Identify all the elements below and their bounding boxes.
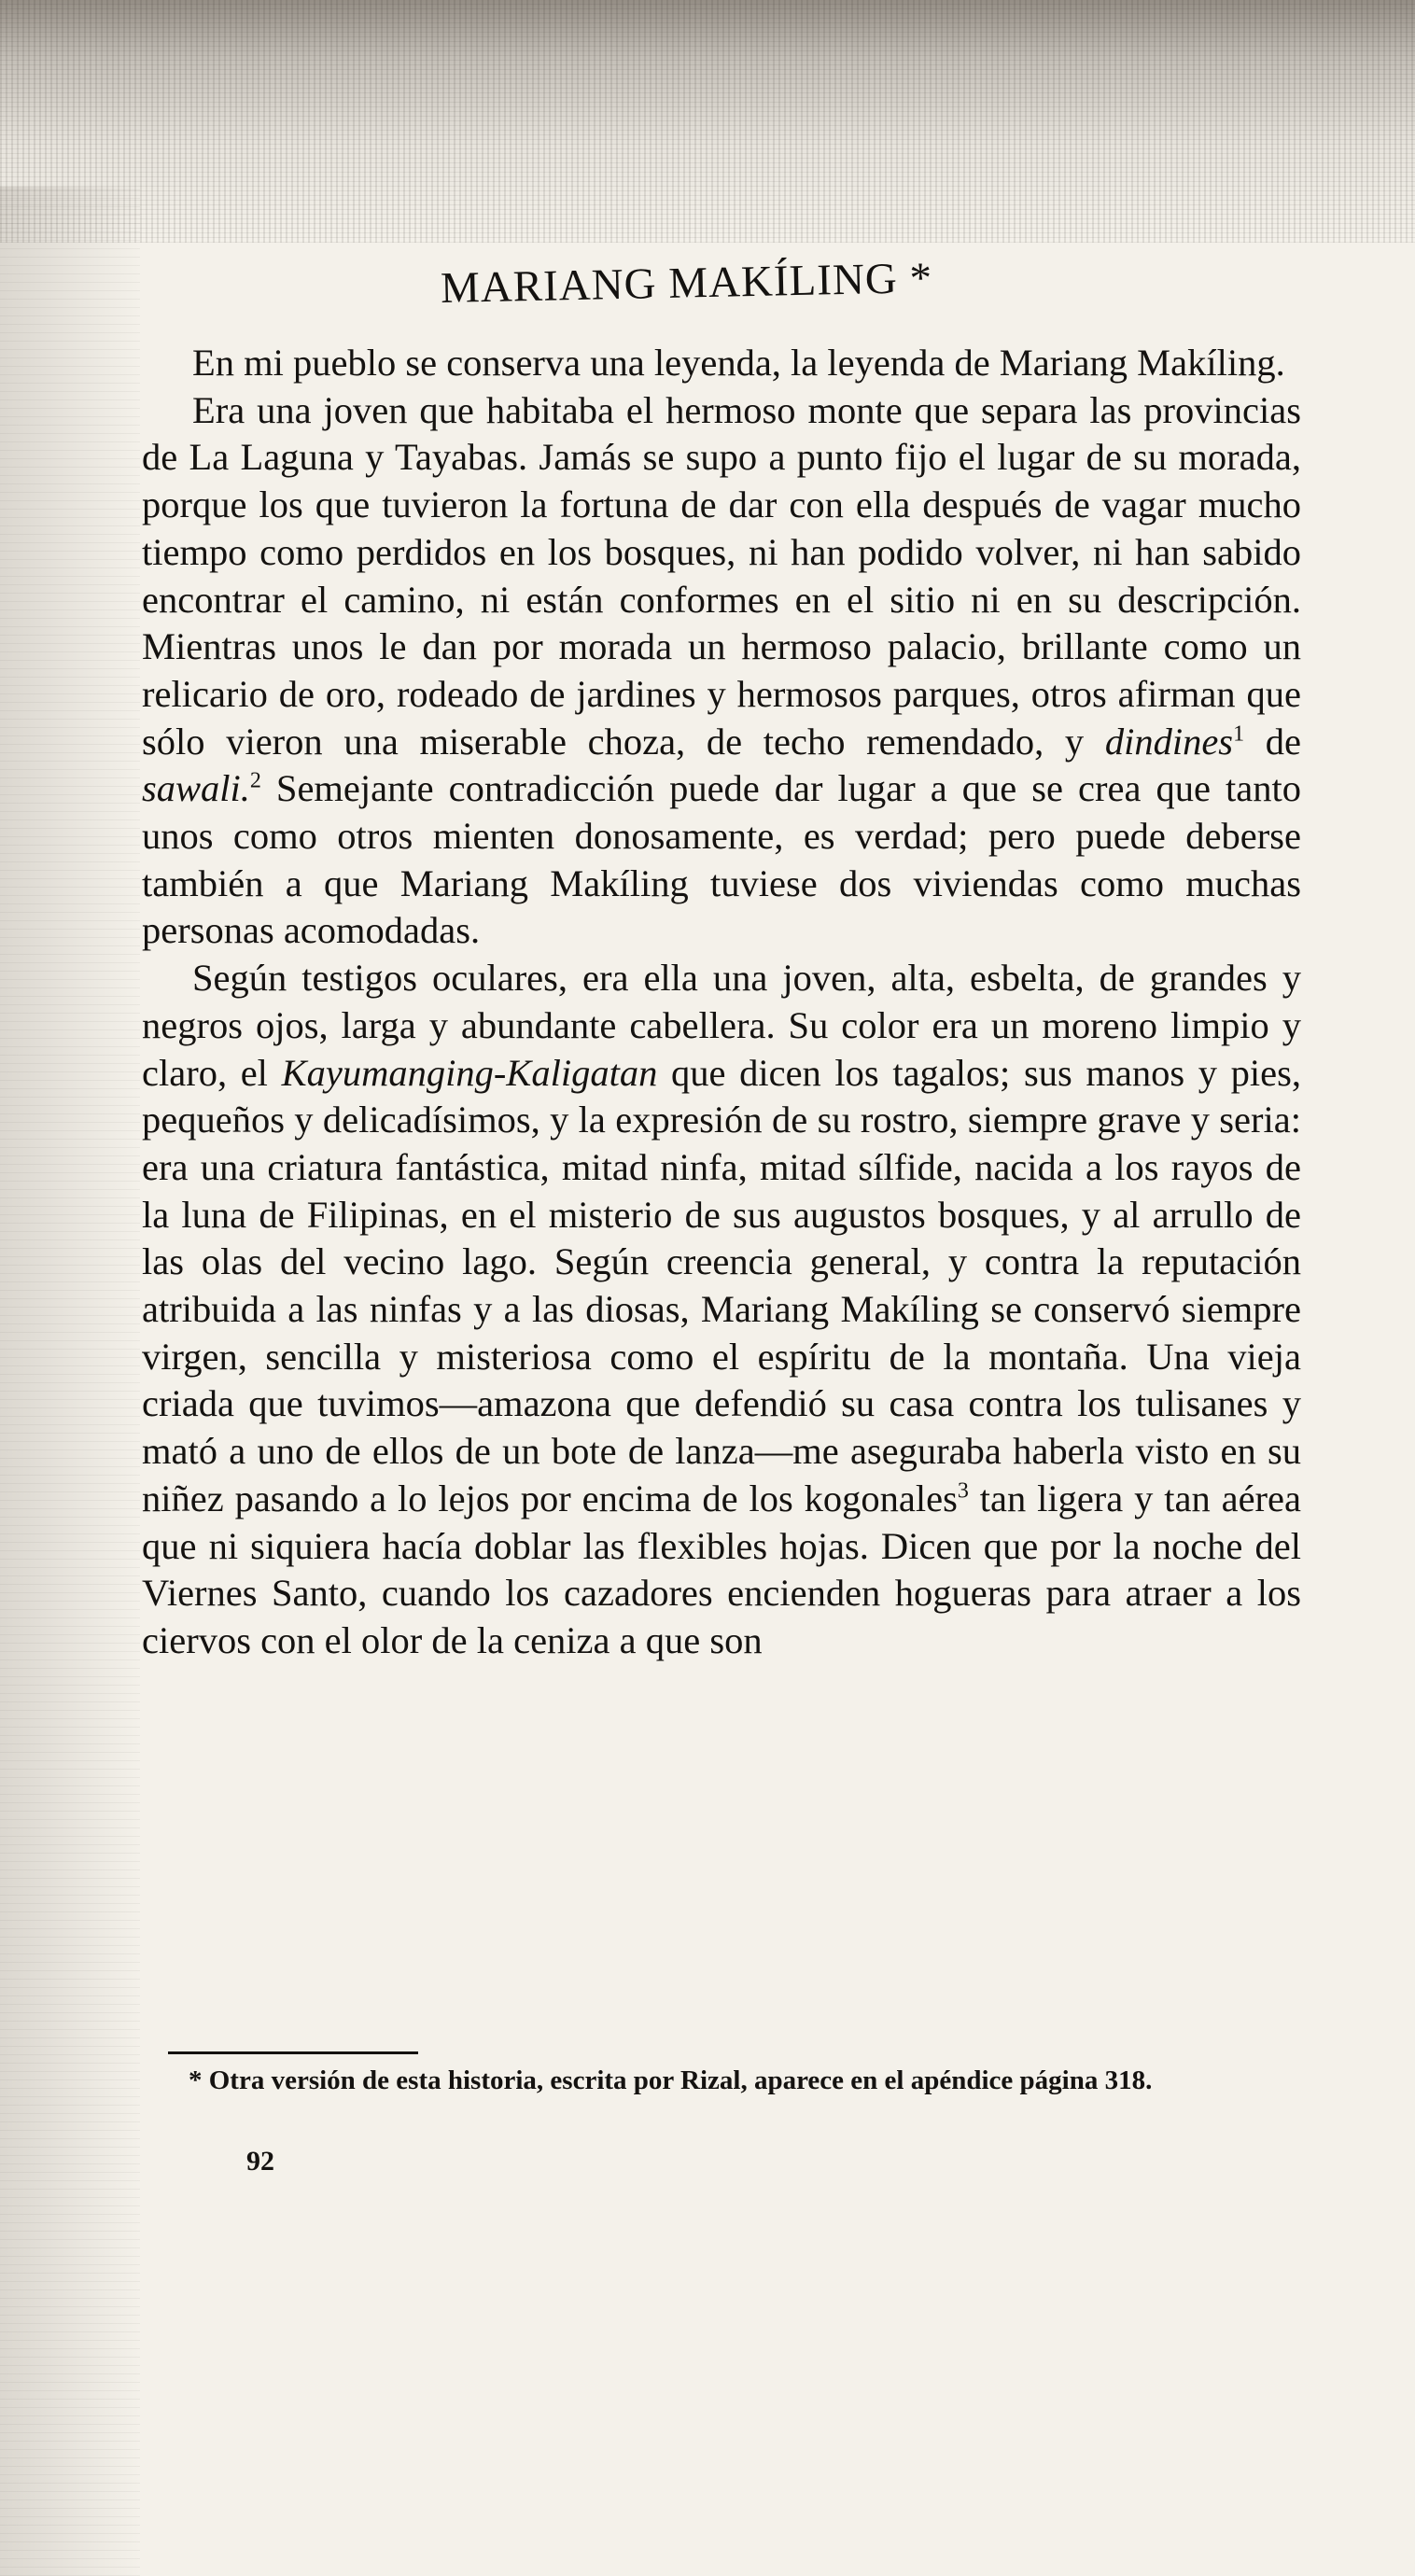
text-run: de: [1244, 720, 1301, 763]
footnote-marker: 2: [249, 768, 261, 793]
scan-noise-left: [0, 187, 140, 2576]
text-run: En mi pueblo se conserva una leyenda, la leyenda de Mariang Makíling.: [192, 342, 1285, 384]
footnote-rule: [168, 2051, 418, 2054]
italic-term: dindines: [1104, 720, 1234, 763]
text-run: Semejante contradicción puede dar lugar a que se crea que tanto unos como otros mienten donosamente, es verdad; pero puede deberse también a que Mariang Makíling tuviese dos viviendas como muchas personas acomodadas.: [142, 767, 1301, 952]
footnote-text: * Otra versión de esta historia, escrita por Rizal, aparece en el apéndice página 318.: [189, 2065, 1153, 2095]
text-run: Según testigos oculares, era ella una joven, alta, esbelta, de grandes y negros ojos, larga y abundante cabellera. Su color era un moreno limpio y claro, el: [142, 957, 1301, 1094]
page-number: 92: [246, 2146, 274, 2177]
page-title: MARIANG MAKÍLING *: [440, 253, 933, 313]
paragraph: [142, 387, 1301, 955]
text-run: Era una joven que habitaba el hermoso monte que separa las provincias de La Laguna y Tayabas. Jamás se supo a punto fijo el lugar de su morada, porque los que tuvieron la fortuna de dar con ella después de vagar mucho tiempo como perdidos en los bosques, ni han podido volver, ni han sabido encontrar el camino, ni están conformes en el sitio ni en su descripción. Mientras unos le dan por morada un hermoso palacio, brillante como un relicario de oro, rodeado de jardines y hermosos parques, otros afirman que sólo vieron una miserable choza, de techo remendado, y: [142, 388, 1301, 763]
text-run: que dicen los tagalos; sus manos y pies, pequeños y delicadísimos, y la expresión de su rostro, siempre grave y seria: era una criatura fantástica, mitad ninfa, mitad sílfide, nacida a los rayos de la luna de Filipinas, en el misterio de sus augustos bosques, y al arrullo de las olas del vecino lago. Según creencia general, y contra la reputación atribuida a las ninfas y a las diosas, Mariang Makíling se conservó siempre virgen, sencilla y misteriosa como el espíritu de la montaña. Una vieja criada que tuvimos—amazona que defendió su casa contra los tulisanes y mató a uno de ellos de un bote de lanza—me aseguraba haberla visto en su niñez pasando a lo lejos por encima de los kogonales: [142, 1051, 1301, 1519]
paragraph: [142, 340, 1301, 387]
italic-term: sawali.: [142, 767, 250, 810]
scan-noise-top: [0, 0, 1415, 243]
footnote-marker: 3: [957, 1478, 969, 1504]
paragraph: [142, 955, 1301, 1665]
text-run: tan ligera y tan aérea que ni siquiera hacía doblar las flexibles hojas. Dicen que por la noche del Viernes Santo, cuando los cazadores encienden hogueras para atraer a los ciervos con el olor de la ceniza a que son: [142, 1477, 1301, 1661]
italic-term: Kayumanging-Kaligatan: [281, 1051, 658, 1094]
footnote: [168, 2063, 1303, 2098]
footnote-marker: 1: [1233, 721, 1245, 747]
body-text: [142, 340, 1301, 1665]
